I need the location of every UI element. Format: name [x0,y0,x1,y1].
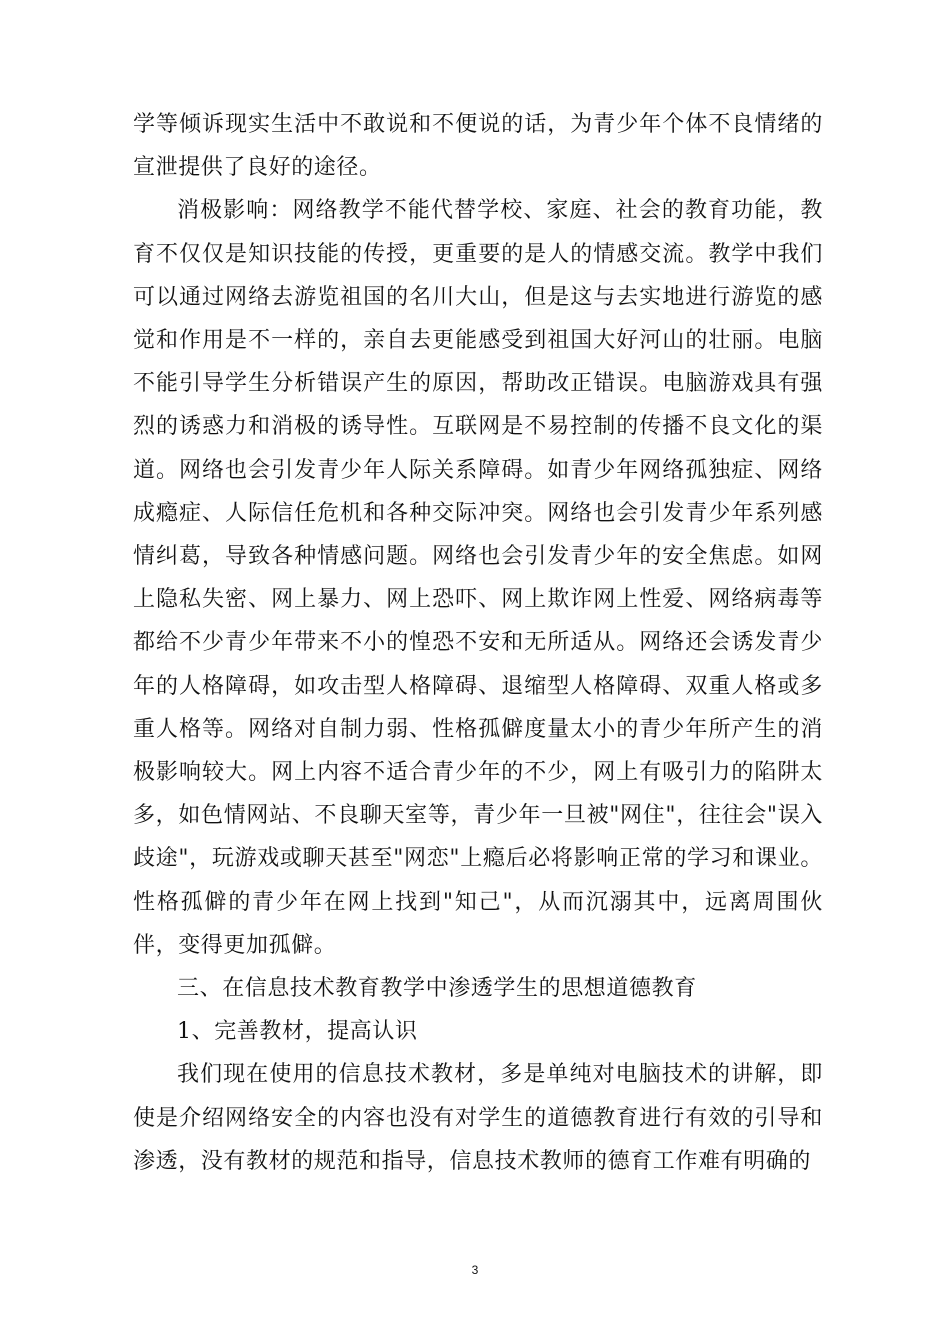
subsection-heading-one: 1、完善教材，提高认识 [177,1019,418,1045]
document-body [133,103,823,1183]
paragraph-negative-impact: 消极影响：网络教学不能代替学校、家庭、社会的教育功能，教育不仅仅是知识技能的传授，更重要的是人的情感交流。教学中我们可以通过网络去游览祖国的名川大山，但是这与去实地进行游览的感觉和作用是不一样的，亲自去更能感受到祖国大好河山的壮丽。电脑不能引导学生分析错误产生的原因，帮助改正错误。电脑游戏具有强烈的诱惑力和消极的诱导性。互联网是不易控制的传播不良文化的渠道。网络也会引发青少年人际关系障碍。如青少年网络孤独症、网络成瘾症、人际信任危机和各种交际冲突。网络也会引发青少年系列感情纠葛，导致各种情感问题。网络也会引发青少年的安全焦虑。如网上隐私失密、网上暴力、网上恐吓、网上欺诈网上性爱、网络病毒等都给不少青少年带来不小的惶恐不安和无所适从。网络还会诱发青少年的人格障碍，如攻击型人格障碍、退缩型人格障碍、双重人格或多重人格等。网络对自制力弱、性格孤僻度量太小的青少年所产生的消极影响较大。网上内容不适合青少年的不少，网上有吸引力的陷阱太多，如色情网站、不良聊天室等，青少年一旦被"网住"，往往会"误入歧途"，玩游戏或聊天甚至"网恋"上瘾后必将影响正常的学习和课业。性格孤僻的青少年在网上找到"知己"，从而沉溺其中，远离周围伙伴，变得更加孤僻。 [133,198,823,958]
section-heading-three: 三、在信息技术教育教学中渗透学生的思想道德教育 [177,976,697,1002]
paragraph-continuation: 学等倾诉现实生活中不敢说和不便说的话，为青少年个体不良情绪的宣泄提供了良好的途径。 [133,112,823,181]
page-number: 3 [471,1263,479,1277]
paragraph-textbook: 我们现在使用的信息技术教材，多是单纯对电脑技术的讲解，即使是介绍网络安全的内容也没有对学生的道德教育进行有效的引导和渗透，没有教材的规范和指导，信息技术教师的德育工作难有明确的 [133,1062,823,1174]
